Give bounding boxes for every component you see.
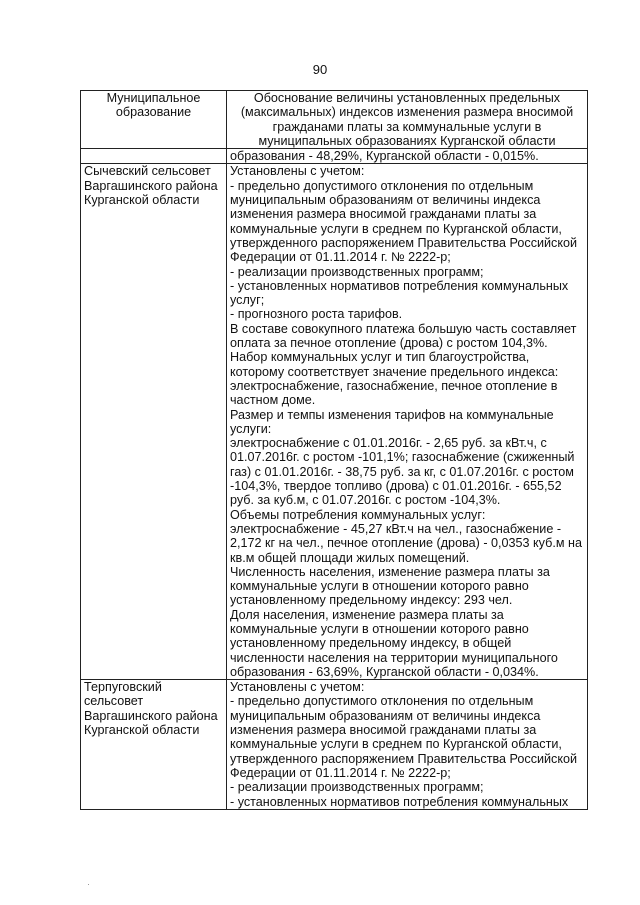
text-line: - установленных нормативов потребления коммунальных — [230, 278, 569, 293]
text-line: кв.м общей площади жилых помещений. — [230, 550, 470, 565]
text-line: 2,172 кг на чел., печное отопление (дрова) - 0,0353 куб.м на — [230, 536, 582, 551]
justification-cell — [227, 680, 588, 809]
text-line: образования - 63,69%, Курганской области - 0,034%. — [230, 664, 539, 679]
text-line: изменения размера вносимой гражданами платы за — [230, 723, 537, 738]
municipality-line: Варгашинского района — [84, 178, 218, 193]
text-line: изменения размера вносимой гражданами платы за — [230, 207, 537, 222]
text-line: 01.07.2016г. с ростом -101,1%; газоснабжение (сжиженный — [230, 450, 575, 465]
continuation-text-cell — [227, 149, 588, 164]
text-line: утвержденного распоряжением Правительства Российской — [230, 751, 578, 766]
text-line: газ) с 01.01.2016г. - 38,75 руб. за кг, с 01.07.2016г. с ростом — [230, 464, 574, 479]
text-line: утвержденного распоряжением Правительства Российской — [230, 235, 578, 250]
text-line: - реализации производственных программ; — [230, 264, 484, 279]
text-line: Установлены с учетом: — [230, 680, 365, 695]
text-line: Федерации от 01.11.2014 г. № 2222-р; — [230, 250, 451, 265]
page-number: 90 — [312, 62, 328, 77]
text-line: численности населения на территории муниципального — [230, 650, 558, 665]
header-municipality-line: образование — [115, 105, 192, 120]
text-line: Объемы потребления коммунальных услуг: — [230, 507, 486, 522]
text-line: Доля населения, изменение размера платы за — [230, 607, 504, 622]
text-line: коммунальные услуги в среднем по Курганской области, — [230, 737, 562, 752]
municipality-line: Курганской области — [84, 193, 200, 208]
continuation-line: образования - 48,29%, Курганской области - 0,015%. — [230, 149, 539, 164]
text-line: Установлены с учетом: — [230, 164, 365, 179]
text-line: Размер и темпы изменения тарифов на коммунальные — [230, 407, 554, 422]
text-line: В составе совокупного платежа большую часть составляет — [230, 321, 577, 336]
continuation-row — [81, 149, 588, 164]
municipality-line: сельсовет — [84, 694, 144, 709]
text-line: установленному предельному индексу: 293 чел. — [230, 593, 513, 608]
text-line: коммунальные услуги в отношении которого равно — [230, 579, 529, 594]
text-line: коммунальные услуги в отношении которого равно — [230, 621, 529, 636]
text-line: услуг; — [230, 293, 265, 308]
municipality-cell — [81, 164, 227, 680]
text-line: - реализации производственных программ; — [230, 780, 484, 795]
header-justification-line: муниципальных образованиях Курганской области — [258, 133, 556, 148]
scan-speck — [88, 884, 89, 885]
text-line: оплата за печное отопление (дрова) с ростом 104,3%. — [230, 336, 548, 351]
text-line: муниципальным образованиям от величины индекса — [230, 193, 541, 208]
header-justification-line: (максимальных) индексов изменения размера вносимой — [240, 105, 574, 120]
table-row — [81, 680, 588, 809]
text-line: Набор коммунальных услуг и тип благоустройства, — [230, 350, 530, 365]
tariff-justification-table — [80, 90, 588, 810]
text-line: - прогнозного роста тарифов. — [230, 307, 403, 322]
justification-cell — [227, 164, 588, 680]
text-line: частном доме. — [230, 393, 316, 408]
text-line: которому соответствует значение предельного индекса: — [230, 364, 559, 379]
text-line: электроснабжение - 45,27 кВт.ч на чел., газоснабжение - — [230, 521, 562, 536]
text-line: - установленных нормативов потребления коммунальных — [230, 794, 569, 809]
text-line: Численность населения, изменение размера платы за — [230, 564, 550, 579]
text-line: руб. за куб.м, с 01.07.2016г. с ростом -104,3%. — [230, 493, 501, 508]
text-line: электроснабжение, газоснабжение, печное отопление в — [230, 378, 558, 393]
text-line: электроснабжение с 01.01.2016г. - 2,65 руб. за кВт.ч, с — [230, 436, 547, 451]
text-line: Федерации от 01.11.2014 г. № 2222-р; — [230, 765, 451, 780]
municipality-line: Сычевский сельсовет — [84, 164, 211, 179]
table-row — [81, 164, 588, 680]
text-line: -104,3%, твердое топливо (дрова) с 01.01.2016г. - 655,52 — [230, 479, 562, 494]
municipality-cell — [81, 680, 227, 809]
text-line: муниципальным образованиям от величины индекса — [230, 708, 541, 723]
text-line: - предельно допустимого отклонения по отдельным — [230, 694, 534, 709]
continuation-municipality-cell — [81, 149, 227, 164]
header-municipality-line: Муниципальное — [106, 91, 201, 105]
table-header-row — [81, 91, 588, 149]
text-line: коммунальные услуги в среднем по Курганской области, — [230, 221, 562, 236]
header-municipality — [81, 91, 227, 149]
text-line: - предельно допустимого отклонения по отдельным — [230, 178, 534, 193]
header-justification-line: Обоснование величины установленных предельных — [253, 91, 561, 105]
header-justification-line: гражданами платы за коммунальные услуги в — [272, 119, 542, 134]
text-line: услуги: — [230, 421, 272, 436]
text-line: установленному предельному индексу, в общей — [230, 636, 512, 651]
municipality-line: Курганской области — [84, 723, 200, 738]
municipality-line: Варгашинского района — [84, 708, 218, 723]
header-justification — [227, 91, 588, 149]
municipality-line: Терпуговский — [84, 680, 162, 695]
